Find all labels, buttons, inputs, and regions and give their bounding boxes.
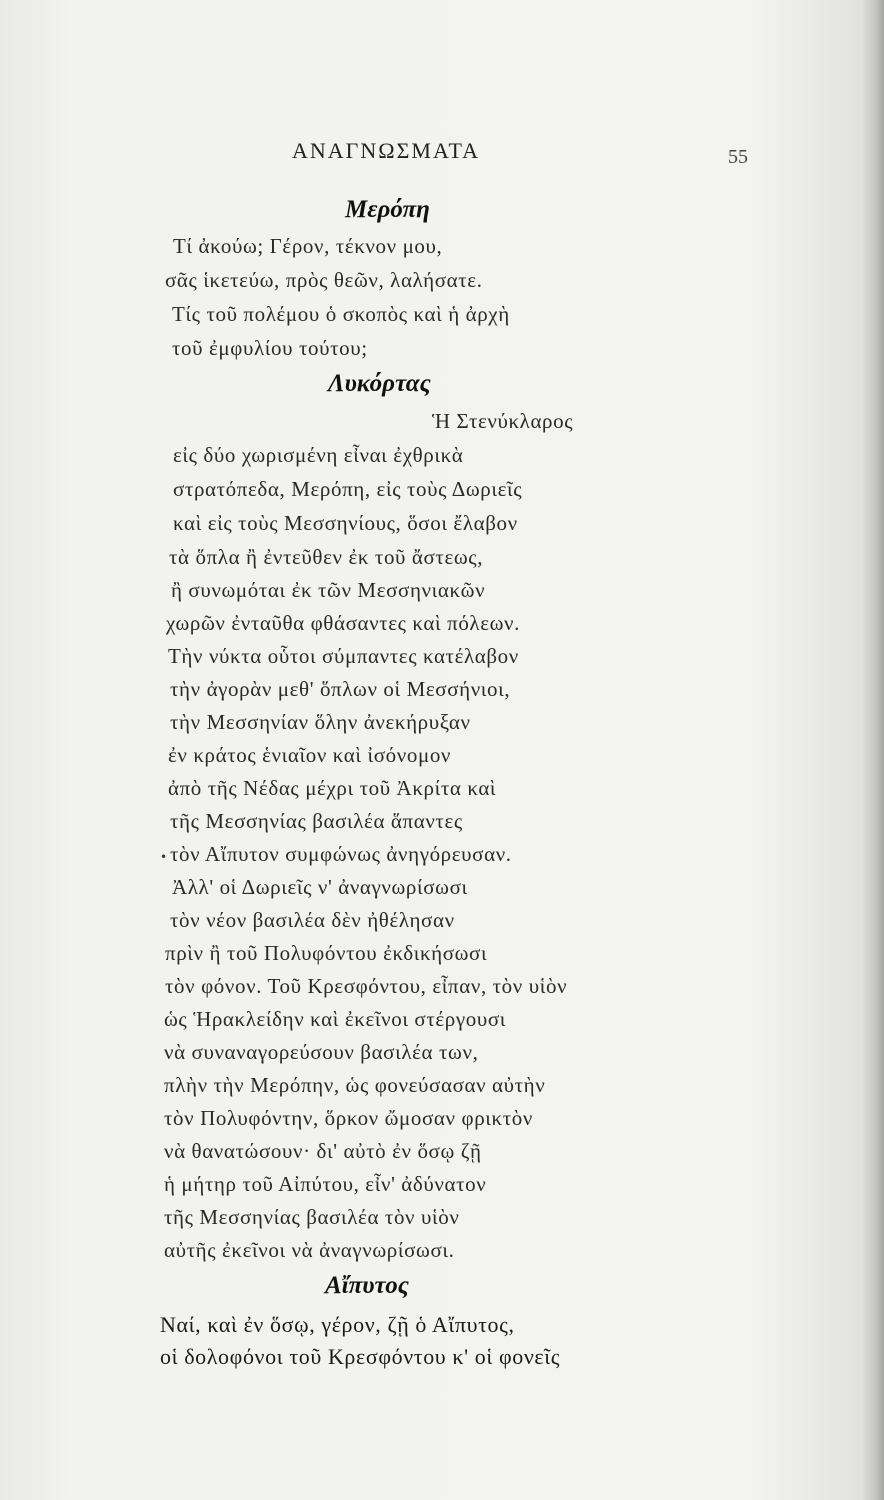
page-number: 55: [728, 146, 748, 168]
verse-line: τὸν νέον βασιλέα δὲν ἠθέλησαν: [170, 908, 455, 932]
verse-line: Τί ἀκούω; Γέρον, τέκνον μου,: [173, 234, 443, 258]
verse-line: τῆς Μεσσηνίας βασιλέα ἅπαντες: [170, 809, 463, 833]
verse-line: τῆς Μεσσηνίας βασιλέα τὸν υἱὸν: [164, 1205, 460, 1229]
verse-line: τὰ ὅπλα ἢ ἐντεῦθεν ἐκ τοῦ ἄστεως,: [169, 545, 484, 569]
verse-line: οἱ δολοφόνοι τοῦ Κρεσφόντου κ' οἱ φονεῖς: [160, 1344, 561, 1369]
verse-line: Τίς τοῦ πολέμου ὁ σκοπὸς καὶ ἡ ἀρχὴ: [172, 302, 510, 326]
verse-line: αὐτῆς ἐκεῖνοι νὰ ἀναγνωρίσωσι.: [164, 1238, 455, 1262]
verse-line: χωρῶν ἐνταῦθα φθάσαντες καὶ πόλεων.: [166, 611, 520, 635]
verse-line: σᾶς ἱκετεύω, πρὸς θεῶν, λαλήσατε.: [165, 268, 483, 292]
verse-line: στρατόπεδα, Μερόπη, εἰς τοὺς Δωριεῖς: [173, 477, 523, 501]
verse-line: νὰ θανατώσουν· δι' αὐτὸ ἐν ὅσῳ ζῇ: [164, 1139, 482, 1163]
verse-line: Ἀλλ' οἱ Δωριεῖς ν' ἀναγνωρίσωσι: [172, 875, 468, 899]
page-edge-shadow: [862, 0, 884, 1500]
verse-line: ἢ συνωμόται ἐκ τῶν Μεσσηνιακῶν: [171, 578, 486, 602]
speaker-name: Λυκόρτας: [328, 370, 431, 397]
verse-line: νὰ συναναγορεύσουν βασιλέα των,: [164, 1040, 479, 1064]
verse-line: ἐν κράτος ἑνιαῖον καὶ ἰσόνομον: [168, 743, 452, 767]
verse-line: Ναί, καὶ ἐν ὅσῳ, γέρον, ζῇ ὁ Αἴπυτος,: [160, 1312, 515, 1337]
verse-line: τοῦ ἐμφυλίου τούτου;: [172, 336, 368, 360]
speaker-name: Μερόπη: [345, 196, 430, 223]
speaker-name: Αἴπυτος: [325, 1272, 409, 1299]
verse-line: πρὶν ἢ τοῦ Πολυφόντου ἐκδικήσωσι: [165, 941, 488, 965]
verse-line: καὶ εἰς τοὺς Μεσσηνίους, ὅσοι ἔλαβον: [173, 511, 518, 535]
print-mark: •: [160, 850, 168, 864]
verse-line: Ἡ Στενύκλαρος: [432, 409, 574, 433]
verse-line: εἰς δύο χωρισμένη εἶναι ἐχθρικὰ: [173, 443, 464, 467]
verse-line: ὡς Ἡρακλείδην καὶ ἐκεῖνοι στέργουσι: [164, 1007, 507, 1031]
verse-line: ἀπὸ τῆς Νέδας μέχρι τοῦ Ἀκρίτα καὶ: [168, 776, 497, 800]
verse-line: Τὴν νύκτα οὗτοι σύμπαντες κατέλαβον: [168, 644, 519, 668]
verse-line: τὸν Αἴπυτον συμφώνως ἀνηγόρευσαν.: [170, 842, 512, 866]
running-head: ΑΝΑΓΝΩΣΜΑΤΑ: [292, 138, 481, 163]
verse-line: ἡ μήτηρ τοῦ Αἰπύτου, εἶν' ἀδύνατον: [164, 1172, 487, 1196]
verse-line: τὴν ἀγορὰν μεθ' ὅπλων οἱ Μεσσήνιοι,: [170, 677, 511, 701]
verse-line: τὸν φόνον. Τοῦ Κρεσφόντου, εἶπαν, τὸν υἱὸν: [165, 974, 568, 998]
verse-line: τὸν Πολυφόντην, ὅρκον ὤμοσαν φρικτὸν: [164, 1106, 533, 1130]
verse-line: πλὴν τὴν Μερόπην, ὡς φονεύσασαν αὐτὴν: [164, 1073, 546, 1097]
verse-line: τὴν Μεσσηνίαν ὅλην ἀνεκήρυξαν: [170, 710, 471, 734]
